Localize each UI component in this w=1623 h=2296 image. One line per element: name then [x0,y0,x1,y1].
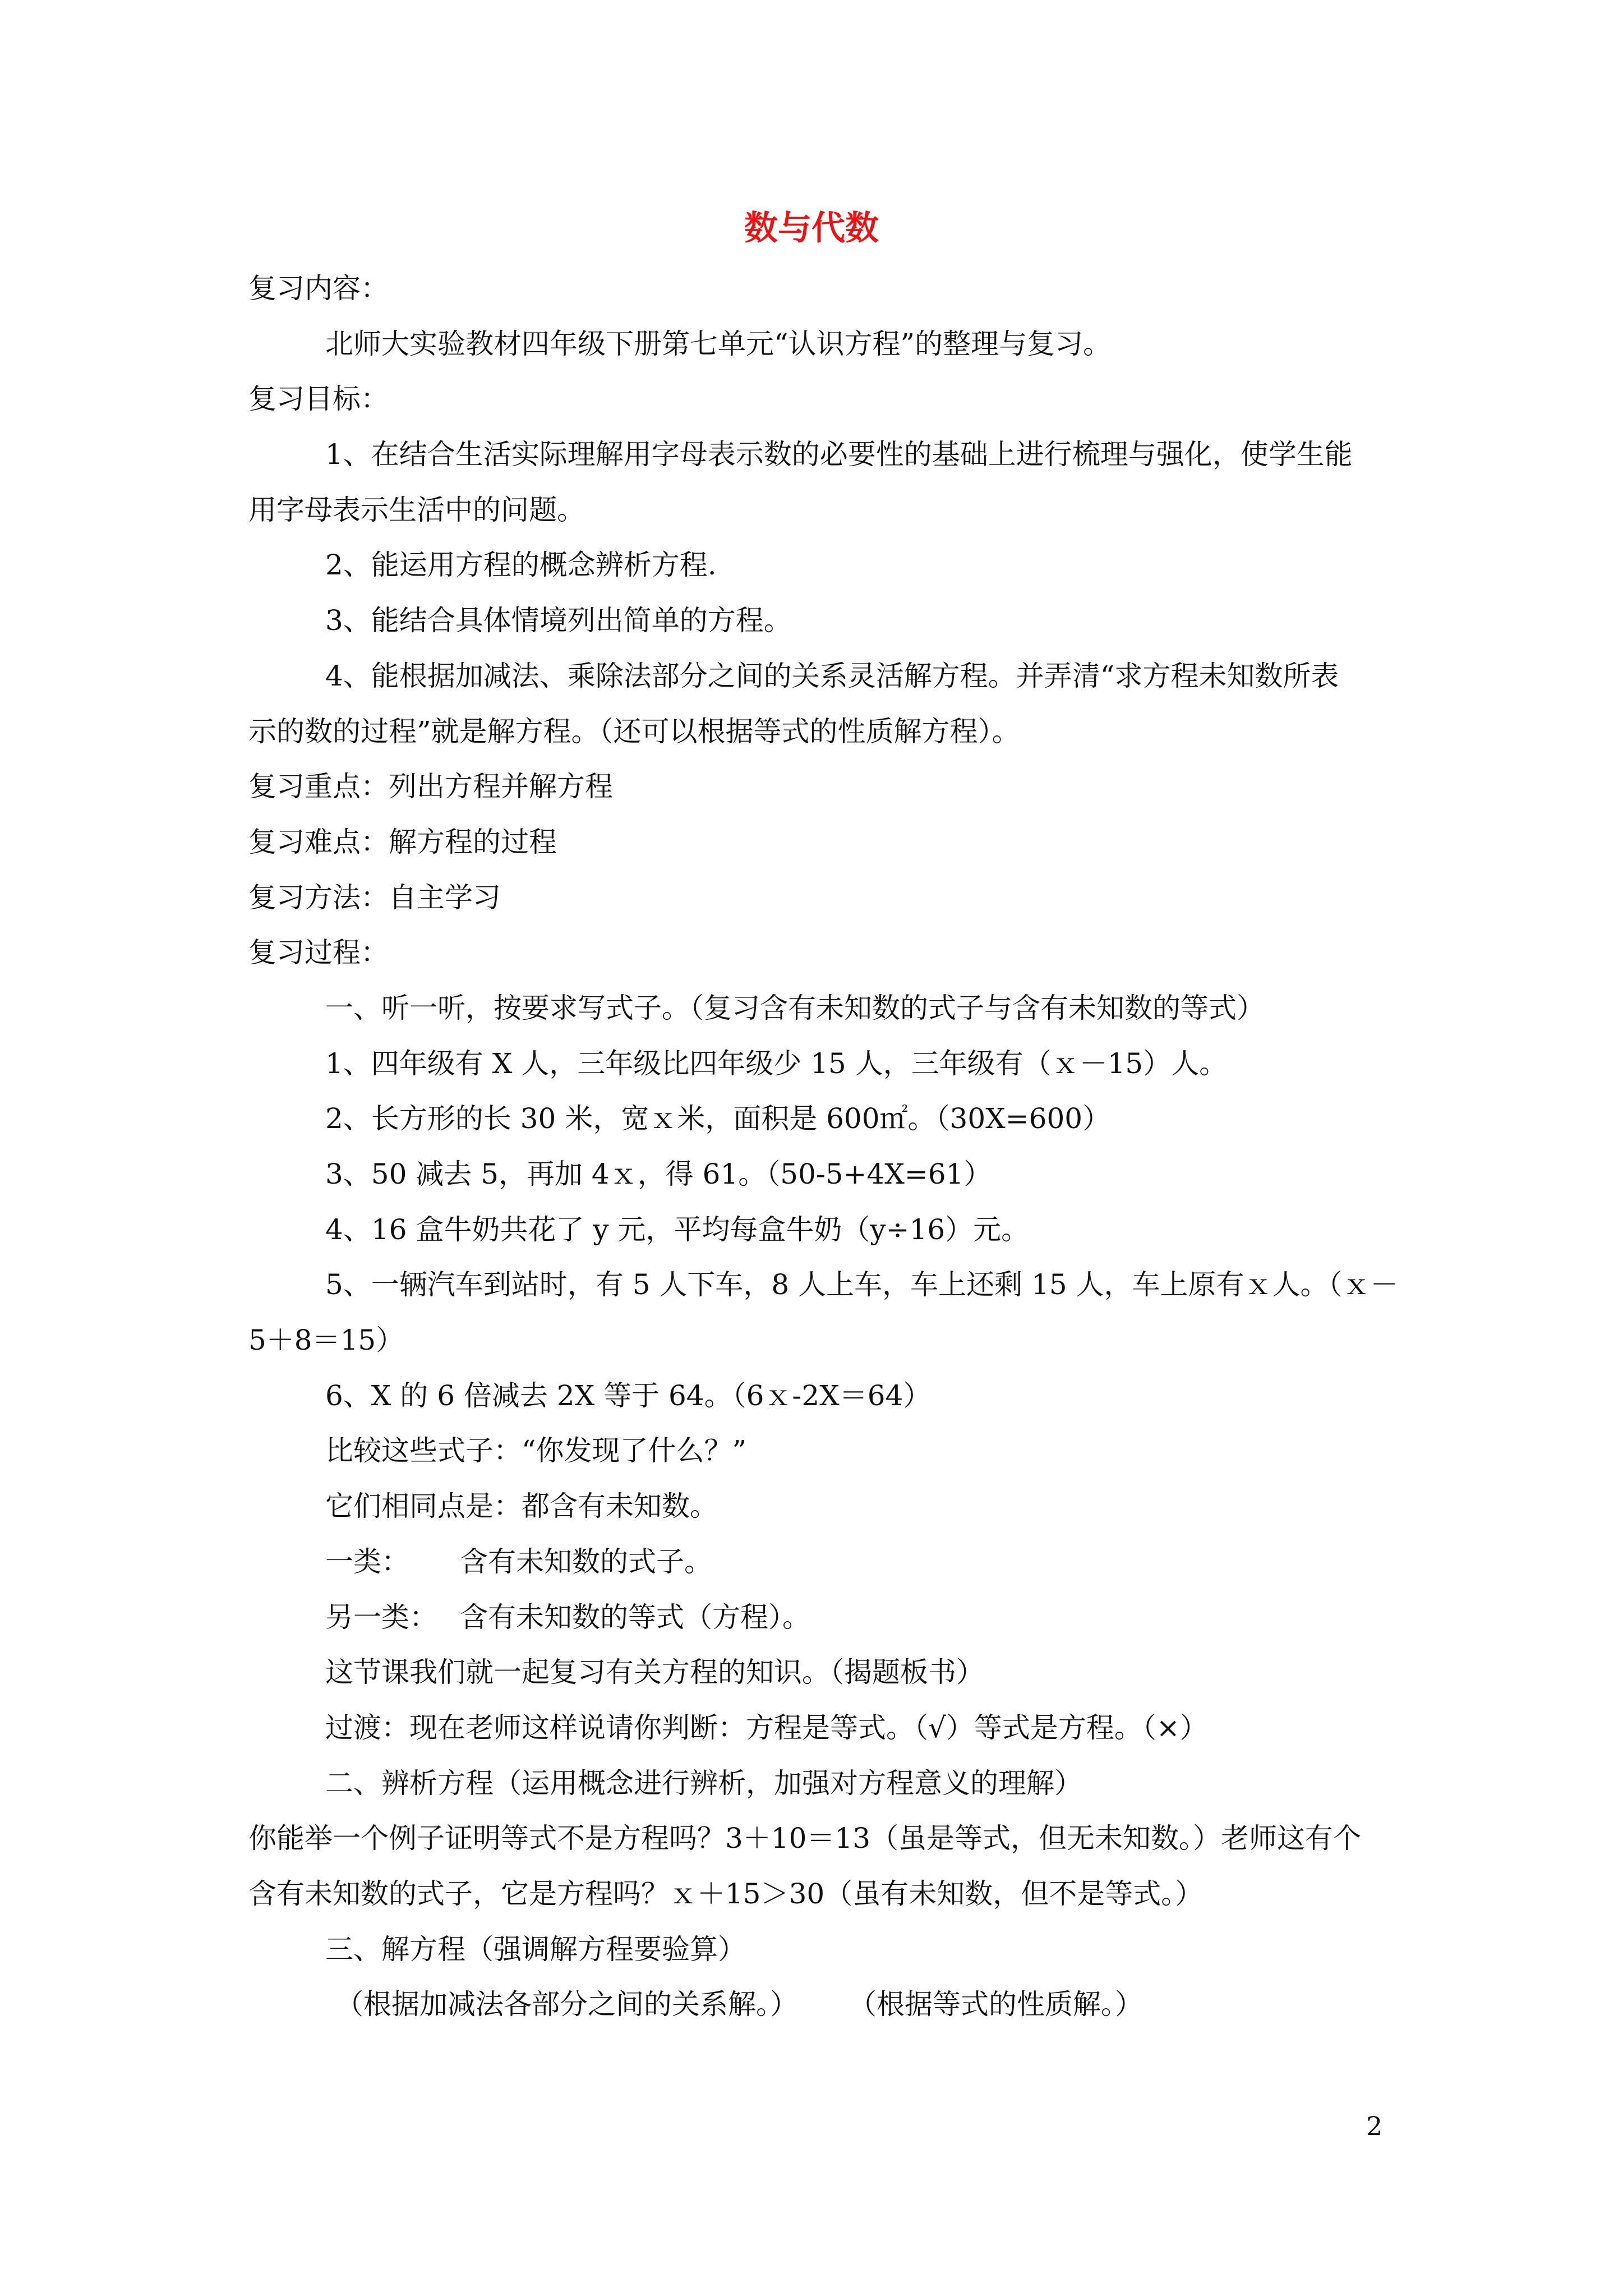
type-1-text: 含有未知数的式子。 [460,1545,712,1578]
part-1-heading: 一、听一听，按要求写式子。（复习含有未知数的式子与含有未知数的等式） [325,991,1265,1024]
method-b: （根据等式的性质解。） [849,1988,1143,2021]
item-4: 4、16 盒牛奶共花了 y 元，平均每盒牛奶（y÷16）元。 [325,1213,1030,1246]
type-1-label: 一类： [325,1545,409,1578]
item-6: 6、X 的 6 倍减去 2X 等于 64。（6ｘ-2X＝64） [325,1379,932,1412]
goal-2: 2、能运用方程的概念辨析方程. [325,549,717,582]
transition: 过渡：现在老师这样说请你判断：方程是等式。（√）等式是方程。（×） [325,1711,1208,1744]
review-process-label: 复习过程： [248,936,389,969]
review-content-label: 复习内容： [248,272,389,305]
lesson-intro: 这节课我们就一起复习有关方程的知识。（揭题板书） [325,1656,984,1689]
part-2-heading: 二、辨析方程（运用概念进行辨析，加强对方程意义的理解） [325,1766,1082,1800]
item-1: 1、四年级有 X 人，三年级比四年级少 15 人，三年级有（ｘ－15）人。 [325,1047,1228,1080]
common-point: 它们相同点是：都含有未知数。 [325,1490,718,1523]
type-1-row [248,1534,1398,1590]
item-3: 3、50 减去 5，再加 4ｘ，得 61。（50-5+4X=61） [325,1158,992,1190]
document-body [248,261,1398,2032]
review-method: 复习方法：自主学习 [248,881,501,914]
part-3-heading: 三、解方程（强调解方程要验算） [325,1932,746,1966]
type-2-text: 含有未知数的等式（方程）。 [460,1600,810,1634]
review-content-text: 北师大实验教材四年级下册第七单元“认识方程”的整理与复习。 [325,327,1112,360]
difficult-point: 复习难点：解方程的过程 [248,825,557,858]
goal-3: 3、能结合具体情境列出简单的方程。 [325,604,792,637]
goal-1-line-1: 1、在结合生活实际理解用字母表示数的必要性的基础上进行梳理与强化，使学生能 [325,438,1353,471]
goal-1-line-2: 用字母表示生活中的问题。 [248,493,585,526]
type-2-row [248,1590,1398,1645]
item-5-line-2: 5＋8＝15） [248,1324,404,1357]
solve-methods-row [248,1977,1398,2032]
goal-4-line-2: 示的数的过程”就是解方程。（还可以根据等式的性质解方程）。 [248,715,1020,748]
item-5-line-1: 5、一辆汽车到站时，有 5 人下车，8 人上车，车上还剩 15 人，车上原有ｘ人。（ｘ－ [325,1268,1399,1301]
item-2: 2、长方形的长 30 米，宽ｘ米，面积是 600㎡。（30X=600） [325,1102,1111,1135]
key-point: 复习重点：列出方程并解方程 [248,770,613,803]
page-number: 2 [1366,2111,1383,2141]
goal-4-line-1: 4、能根据加减法、乘除法部分之间的关系灵活解方程。并弄清“求方程未知数所表 [325,659,1339,692]
review-goals-label: 复习目标： [248,383,389,416]
part-2-line-1: 你能举一个例子证明等式不是方程吗？3＋10＝13（虽是等式，但无未知数。）老师这有个 [248,1822,1362,1855]
compare-prompt: 比较这些式子：“你发现了什么？” [325,1434,747,1467]
part-2-line-2: 含有未知数的式子，它是方程吗？ｘ＋15＞30（虽有未知数，但不是等式。） [248,1877,1204,1910]
document-title: 数与代数 [744,209,879,248]
method-a: （根据加减法各部分之间的关系解。） [335,1988,798,2021]
type-2-label: 另一类： [325,1600,437,1634]
